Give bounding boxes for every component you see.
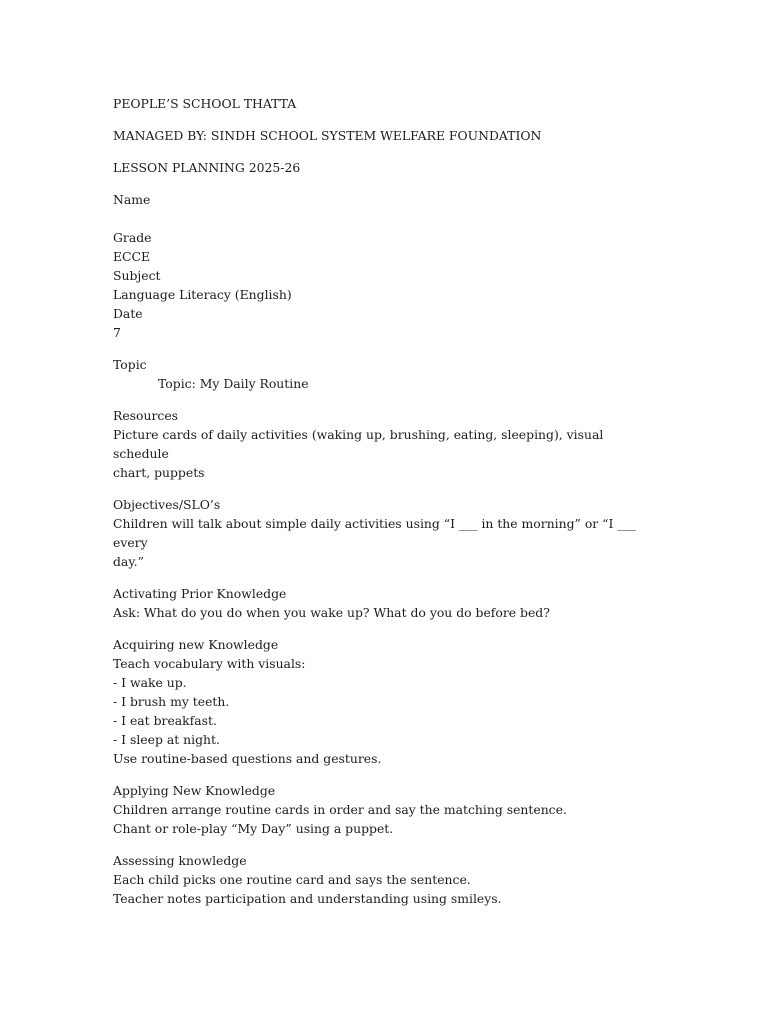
applying-text-line-1: Children arrange routine cards in order and say the matching sentence. — [113, 802, 567, 817]
managed-by: MANAGED BY: SINDH SCHOOL SYSTEM WELFARE FOUNDATION — [113, 128, 542, 143]
resources-text-line-1: Picture cards of daily activities (waking up, brushing, eating, sleeping), visual schedule — [113, 427, 608, 461]
applying-text-line-2: Chant or role-play “My Day” using a puppet. — [113, 821, 394, 836]
school-name: PEOPLE’S SCHOOL THATTA — [113, 96, 297, 111]
list-item: - I wake up. — [113, 675, 187, 690]
assessing-text-line-2: Teacher notes participation and understanding using smileys. — [113, 891, 502, 906]
objectives-text-line-2: day.” — [113, 554, 144, 569]
prior-knowledge-label: Activating Prior Knowledge — [113, 586, 287, 601]
grade-value: ECCE — [113, 249, 151, 264]
prior-knowledge-text: Ask: What do you do when you wake up? What do you do before bed? — [113, 605, 550, 620]
topic-label: Topic — [113, 357, 147, 372]
objectives-label: Objectives/SLO’s — [113, 497, 221, 512]
subject-value: Language Literacy (English) — [113, 287, 292, 302]
assessing-label: Assessing knowledge — [113, 853, 247, 868]
plan-title: LESSON PLANNING 2025-26 — [113, 160, 301, 175]
assessing-text-line-1: Each child picks one routine card and says the sentence. — [113, 872, 471, 887]
subject-label: Subject — [113, 268, 161, 283]
name-label: Name — [113, 192, 151, 207]
new-knowledge-label: Acquiring new Knowledge — [113, 637, 279, 652]
new-knowledge-intro: Teach vocabulary with visuals: — [113, 656, 306, 671]
date-value: 7 — [113, 325, 121, 340]
new-knowledge-closing: Use routine-based questions and gestures. — [113, 751, 382, 766]
resources-text-line-2: chart, puppets — [113, 465, 205, 480]
list-item: - I sleep at night. — [113, 732, 220, 747]
list-item: - I brush my teeth. — [113, 694, 230, 709]
objectives-text-line-1: Children will talk about simple daily activities using “I ___ in the morning” or “I ___ every — [113, 516, 640, 550]
topic-value: Topic: My Daily Routine — [158, 376, 309, 391]
grade-label: Grade — [113, 230, 152, 245]
list-item: - I eat breakfast. — [113, 713, 217, 728]
applying-label: Applying New Knowledge — [113, 783, 276, 798]
lesson-plan-document — [113, 94, 653, 908]
resources-label: Resources — [113, 408, 179, 423]
date-label: Date — [113, 306, 143, 321]
